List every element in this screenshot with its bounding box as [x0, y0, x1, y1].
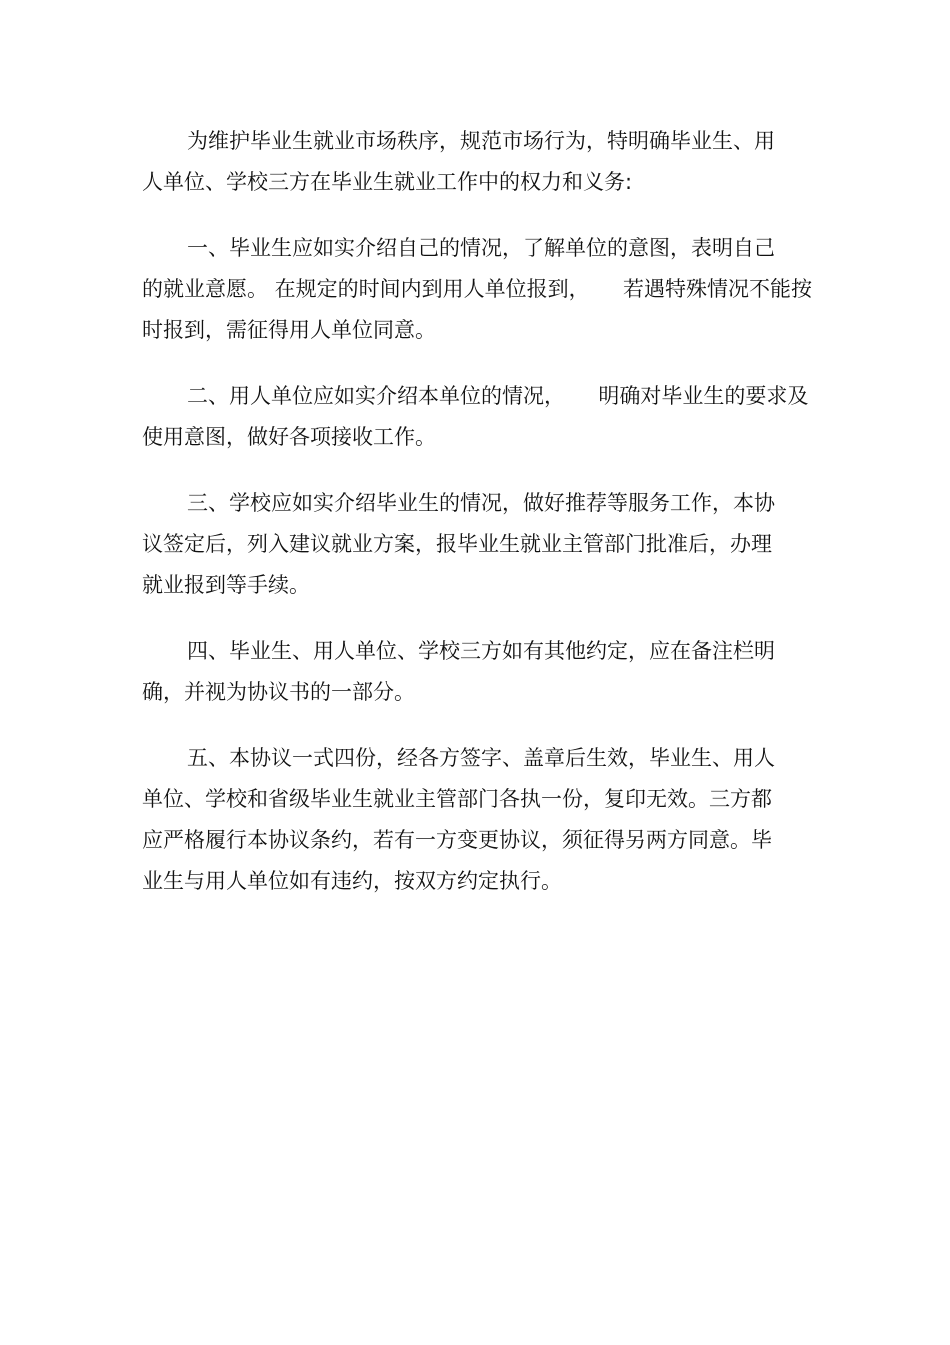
- text-line: 二、用人单位应如实介绍本单位的情况， 明确对毕业生的要求及: [187, 384, 809, 408]
- paragraph-clause-3: [142, 483, 802, 606]
- text-line: 业生与用人单位如有违约，按双方约定执行。: [142, 869, 562, 893]
- paragraph-clause-2: [142, 376, 809, 458]
- paragraph-clause-1: [142, 228, 813, 351]
- text-line: 确，并视为协议书的一部分。: [142, 680, 415, 704]
- text-line: 五、本协议一式四份，经各方签字、盖章后生效，毕业生、用人: [187, 746, 775, 770]
- text-line: 为维护毕业生就业市场秩序，规范市场行为，特明确毕业生、用: [187, 129, 775, 153]
- text-line: 三、学校应如实介绍毕业生的情况，做好推荐等服务工作，本协: [187, 491, 775, 515]
- text-line: 就业报到等手续。: [142, 573, 310, 597]
- paragraph-clause-5: [142, 738, 802, 902]
- text-line: 人单位、学校三方在毕业生就业工作中的权力和义务:: [142, 170, 633, 194]
- text-line: 的就业意愿。 在规定的时间内到用人单位报到， 若遇特殊情况不能按: [142, 277, 813, 301]
- text-line: 单位、学校和省级毕业生就业主管部门各执一份，复印无效。三方都: [142, 787, 772, 811]
- text-line: 使用意图，做好各项接收工作。: [142, 425, 436, 449]
- paragraph-clause-4: [142, 631, 802, 713]
- text-line: 时报到，需征得用人单位同意。: [142, 318, 436, 342]
- document-body: [142, 121, 813, 927]
- text-line: 一、毕业生应如实介绍自己的情况，了解单位的意图，表明自己: [187, 236, 775, 260]
- text-line: 应严格履行本协议条约，若有一方变更协议，须征得另两方同意。毕: [142, 828, 772, 852]
- paragraph-intro: [142, 121, 802, 203]
- text-line: 议签定后，列入建议就业方案，报毕业生就业主管部门批准后，办理: [142, 532, 772, 556]
- text-line: 四、毕业生、用人单位、学校三方如有其他约定，应在备注栏明: [187, 639, 775, 663]
